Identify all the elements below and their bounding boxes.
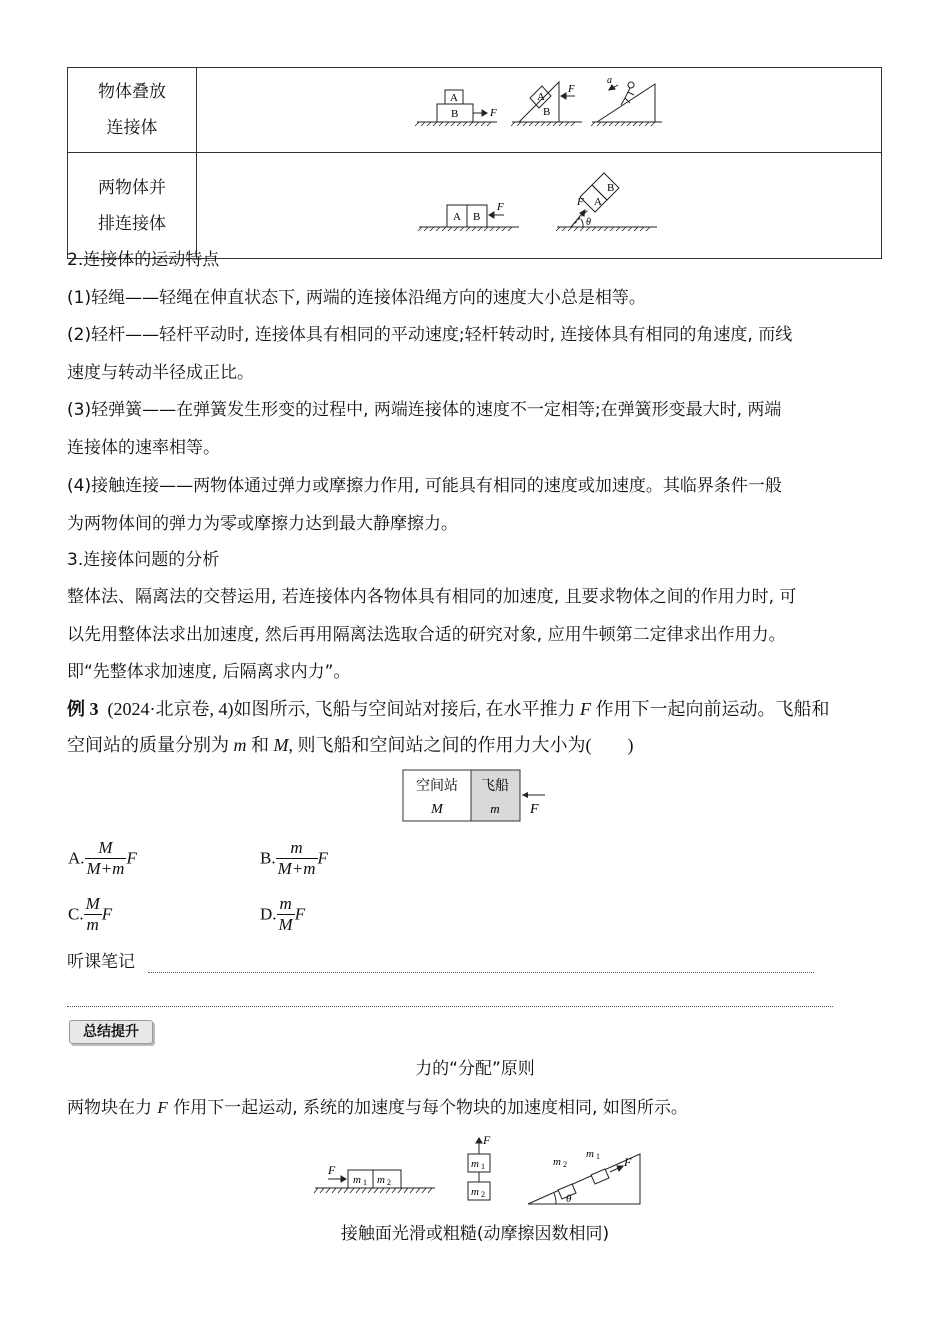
- example-source: (2024·北京卷, 4): [107, 699, 234, 719]
- paragraph: (1)轻绳——轻绳在伸直状态下, 两端的连接体沿绳方向的速度大小总是相等。: [67, 288, 646, 308]
- example-text: 如图所示, 飞船与空间站对接后, 在水平推力: [233, 699, 576, 719]
- paragraph: 为两物体间的弹力为零或摩擦力达到最大静摩擦力。: [67, 514, 458, 534]
- section-3-heading: 3.连接体问题的分析: [67, 550, 220, 570]
- label-B: B: [607, 182, 615, 194]
- option-tail: F: [101, 904, 113, 924]
- label-theta: θ: [566, 1193, 572, 1205]
- denominator: M: [278, 915, 293, 934]
- table-row: [68, 68, 882, 153]
- paragraph: 即“先整体求加速度, 后隔离求内力”。: [67, 662, 351, 682]
- numerator: M: [98, 838, 113, 857]
- paragraph: (2)轻杆——轻杆平动时, 连接体具有相同的平动速度;轻杆转动时, 连接体具有相同的角速度, 而线: [67, 325, 793, 345]
- option-letter: A.: [68, 848, 85, 868]
- option-tail: F: [317, 848, 328, 868]
- var-F: F: [157, 1098, 168, 1117]
- paragraph: (4)接触连接——两物体通过弹力或摩擦力作用, 可能具有相同的速度或加速度。其临界条件一般: [67, 476, 782, 496]
- label-sub1: 1: [363, 1178, 367, 1187]
- label-F: F: [497, 201, 504, 213]
- label-sub2: 2: [481, 1190, 485, 1199]
- notes-label: 听课笔记: [67, 952, 135, 972]
- stacked-figure-svg: [197, 68, 881, 147]
- numerator: m: [290, 838, 303, 857]
- force-label: F: [530, 802, 539, 817]
- ship-mass: m: [490, 801, 500, 816]
- paragraph: 速度与转动半径成正比。: [67, 363, 254, 383]
- var-F: F: [579, 699, 591, 719]
- example-text: 作用下一起向前运动。飞船和: [595, 699, 830, 719]
- fraction: [84, 894, 102, 935]
- example-text: 和: [251, 735, 269, 755]
- summary-text: 作用下一起运动, 系统的加速度与每个物块的加速度相同, 如图所示。: [173, 1098, 688, 1118]
- row-label: [68, 153, 197, 259]
- fraction: [85, 838, 127, 879]
- label-m2: m: [471, 1186, 479, 1198]
- label-sub2: 2: [387, 1178, 391, 1187]
- label-F: F: [328, 1163, 336, 1177]
- label-B: B: [451, 108, 459, 120]
- label-F: F: [490, 107, 497, 119]
- side-by-side-figure-svg: [197, 153, 881, 253]
- label-line: 连接体: [106, 118, 158, 138]
- label-sub1: 1: [481, 1162, 485, 1171]
- label-m2: m: [553, 1156, 561, 1168]
- option-letter: C.: [68, 904, 84, 924]
- option-D[interactable]: [260, 894, 305, 935]
- label-theta: θ: [586, 217, 591, 228]
- label-sub2: 2: [563, 1160, 567, 1169]
- figure-caption: 接触面光滑或粗糙(动摩擦因数相同): [340, 1224, 610, 1244]
- label-sub1: 1: [596, 1152, 600, 1161]
- label-F: F: [568, 83, 575, 95]
- numerator: M: [85, 894, 100, 913]
- paragraph: 整体法、隔离法的交替运用, 若连接体内各物体具有相同的加速度, 且要求物体之间的作用力时, 可: [67, 587, 797, 607]
- paragraph: 连接体的速率相等。: [67, 438, 220, 458]
- label-A: A: [594, 196, 602, 208]
- connected-bodies-table: [67, 67, 882, 259]
- denominator: M+m: [86, 859, 125, 878]
- station-mass: M: [431, 802, 443, 817]
- label-A: A: [453, 211, 461, 223]
- option-B[interactable]: [260, 838, 328, 879]
- label-line: 排连接体: [98, 213, 166, 234]
- paragraph: (3)轻弹簧——在弹簧发生形变的过程中, 两端连接体的速度不一定相等;在弹簧形变最大时, 两端: [67, 400, 782, 420]
- label-A: A: [537, 91, 545, 103]
- force-distribution-figure: [310, 1132, 650, 1212]
- label-m1: m: [586, 1148, 594, 1160]
- side-by-side-figures: [197, 153, 882, 259]
- table-row: [68, 153, 882, 259]
- option-letter: D.: [260, 904, 277, 924]
- label-F: F: [624, 1155, 632, 1169]
- var-m: m: [233, 735, 247, 755]
- label-B: B: [543, 106, 551, 118]
- option-A[interactable]: [68, 838, 137, 879]
- label-m1: m: [353, 1174, 361, 1186]
- option-tail: F: [294, 904, 306, 924]
- summary-description: [67, 1096, 688, 1120]
- notes-line[interactable]: [67, 1006, 833, 1007]
- fraction: [277, 894, 295, 935]
- label-B: B: [473, 211, 481, 223]
- label-a: a: [607, 75, 612, 86]
- label-line: 两物体并: [98, 177, 166, 198]
- section-2-heading: 2.连接体的运动特点: [67, 250, 220, 270]
- stacked-bodies-figures: [197, 68, 882, 153]
- var-M: M: [273, 735, 289, 755]
- notes-line[interactable]: [148, 972, 814, 973]
- example-line-1: [67, 697, 829, 721]
- label-F: F: [577, 196, 584, 208]
- summary-badge: 总结提升: [69, 1020, 153, 1044]
- paragraph: 以先用整体法求出加速度, 然后再用隔离法选取合适的研究对象, 应用牛顿第二定律求出作用力。: [67, 625, 786, 645]
- example-line-2: [67, 733, 634, 757]
- label-m2: m: [377, 1174, 385, 1186]
- denominator: m: [84, 914, 102, 935]
- option-C[interactable]: [68, 894, 112, 935]
- example-text: , 则飞船和空间站之间的作用力大小为( ): [288, 735, 634, 755]
- denominator: M+m: [277, 859, 316, 878]
- numerator: m: [279, 894, 292, 913]
- label-F: F: [483, 1133, 491, 1147]
- option-letter: B.: [260, 848, 276, 868]
- station-ship-figure: [400, 768, 560, 824]
- example-tag: 例 3: [67, 699, 99, 719]
- summary-title: 力的“分配”原则: [415, 1059, 535, 1079]
- label-line: 物体叠放: [98, 82, 166, 102]
- label-A: A: [450, 92, 458, 104]
- label-m1: m: [471, 1158, 479, 1170]
- option-tail: F: [126, 848, 137, 868]
- row-label: [68, 68, 197, 153]
- ship-label: 飞船: [481, 779, 509, 794]
- station-label: 空间站: [416, 779, 458, 794]
- fraction: [276, 838, 318, 879]
- summary-text: 两物块在力: [67, 1098, 152, 1118]
- example-text: 空间站的质量分别为: [67, 735, 229, 755]
